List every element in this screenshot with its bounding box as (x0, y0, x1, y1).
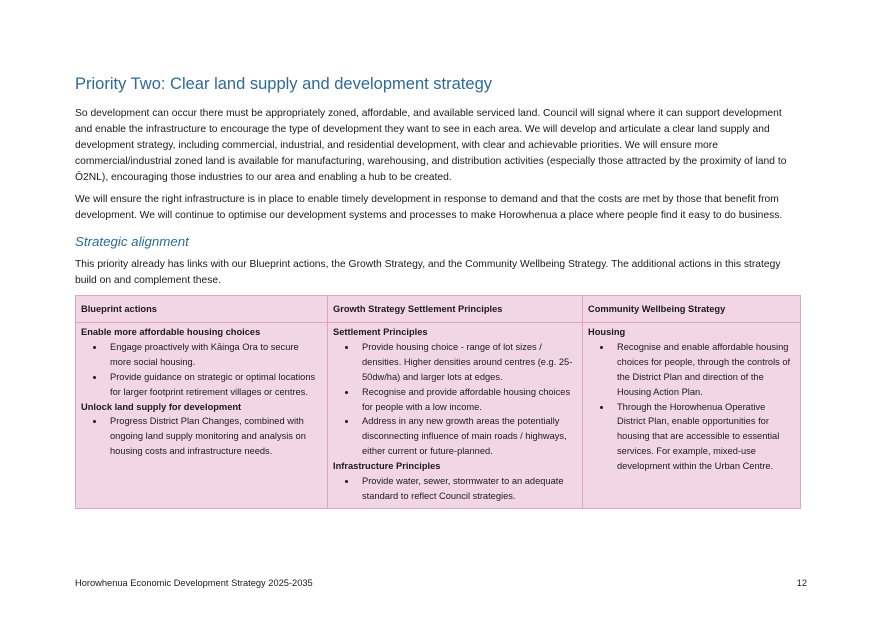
list-item: • Address in any new growth areas the potentially disconnecting influence of main roads / highways, either current or future-planned. (357, 414, 577, 459)
strategic-alignment-heading: Strategic alignment (75, 234, 189, 249)
page-number: 12 (796, 578, 807, 588)
list-item: • Provide water, sewer, stormwater to an adequate standard to reflect Council strategies. (357, 474, 577, 504)
bullet-list (81, 414, 322, 459)
bullet-list (81, 340, 322, 400)
list-item: • Engage proactively with Kāinga Ora to secure more social housing. (105, 340, 322, 370)
section-title: Unlock land supply for development (81, 401, 242, 412)
list-item: • Recognise and enable affordable housing choices for people, through the controls of the District Plan and direction of the Housing Action Plan. (612, 340, 795, 400)
header-growth-strategy: Growth Strategy Settlement Principles (328, 296, 583, 323)
header-blueprint-actions: Blueprint actions (76, 296, 328, 323)
community-wellbeing-cell (583, 323, 801, 509)
intro-paragraph-2: We will ensure the right infrastructure is in place to enable timely development in response to demand and that the costs are met by those that benefit from development. We will continue to optimise our development systems and processes to make Horowhenua a place where people find it easy to do business. (75, 194, 783, 221)
intro-paragraph-1: So development can occur there must be appropriately zoned, affordable, and available serviced land. Council will signal where it can support development and enable the infrastructure to encourage the type of development they want to see in each area. We will develop and articulate a clear land supply and development strategy, including commercial, industrial, and residential development, with clear and achievable priorities. We will ensure more commercial/industrial zoned land is available for manufacturing, warehousing, and distribution activities (especially those attracted by the proximity of land to Ō2NL), encouraging those industries to our area and enabling a hub to be created. (75, 108, 787, 183)
section-title: Infrastructure Principles (333, 461, 441, 472)
section-title: Settlement Principles (333, 327, 428, 337)
section-title: Enable more affordable housing choices (81, 327, 261, 337)
section-title: Housing (588, 327, 626, 337)
list-item: • Provide housing choice - range of lot sizes / densities. Higher densities around centres (e.g. 25-50dw/ha) and larger lots at edges. (357, 340, 577, 385)
bullet-list (333, 474, 577, 504)
header-community-wellbeing: Community Wellbeing Strategy (583, 296, 801, 323)
list-item: • Progress District Plan Changes, combined with ongoing land supply monitoring and analysis on housing costs and infrastructure needs. (105, 414, 322, 459)
alignment-table (75, 295, 801, 509)
document-body (75, 72, 801, 509)
section-heading: Priority Two: Clear land supply and development strategy (75, 75, 492, 93)
blueprint-cell (76, 323, 328, 509)
growth-strategy-cell (328, 323, 583, 509)
alignment-paragraph: This priority already has links with our Blueprint actions, the Growth Strategy, and the Community Wellbeing Strategy. The additional actions in this strategy build on and complement these. (75, 259, 781, 286)
footer-title: Horowhenua Economic Development Strategy 2025-2035 (75, 578, 313, 588)
bullet-list (588, 340, 795, 474)
bullet-list (333, 340, 577, 459)
table-header-row (76, 296, 801, 323)
list-item: • Provide guidance on strategic or optimal locations for larger footprint retirement villages or centres. (105, 370, 322, 400)
list-item: • Recognise and provide affordable housing choices for people with a low income. (357, 385, 577, 415)
table-row (76, 323, 801, 509)
page-footer (75, 576, 807, 590)
list-item: • Through the Horowhenua Operative District Plan, enable opportunities for housing that are accessible to essential services. For example, mixed-use development within the Urban Centre. (612, 400, 795, 475)
